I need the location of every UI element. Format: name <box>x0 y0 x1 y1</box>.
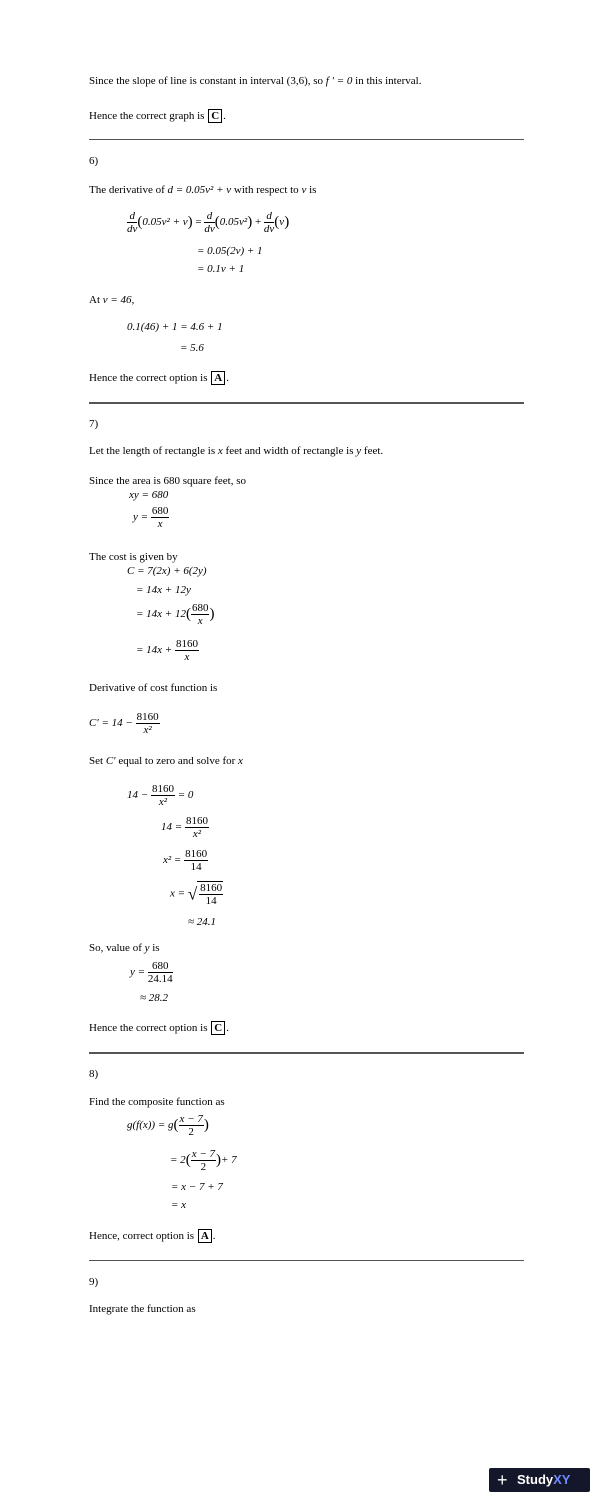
composite-line-2: = 2( $\frac{x - 7}{2}$ )+ 7 <box>170 1148 237 1173</box>
slope-interval: (3,6) <box>286 75 308 87</box>
intro-text: The derivative of <box>89 184 165 196</box>
answer-box: C <box>211 1021 225 1035</box>
at-comma: , <box>131 294 135 306</box>
intro-text: with respect to <box>233 184 299 196</box>
divider <box>89 402 524 404</box>
intro-equation: d = 0.05v² + v <box>167 184 232 196</box>
intro-text: feet and width of rectangle is <box>225 445 354 457</box>
conclusion-text: Hence, correct option is <box>89 1230 195 1242</box>
divider <box>89 139 524 140</box>
intro-text: feet. <box>363 445 384 457</box>
answer-box: A <box>211 371 225 385</box>
composite-line-4: = x <box>171 1199 187 1211</box>
brand-study: Study <box>517 1472 554 1487</box>
calc-line-1: 0.1(46) + 1 = 4.6 + 1 <box>127 321 223 333</box>
question-number: 9) <box>89 1276 99 1288</box>
question-number: 7) <box>89 418 99 430</box>
slope-statement <box>89 75 421 87</box>
l2-rhs: + 7 <box>221 1154 237 1167</box>
answer-box: C <box>208 109 222 123</box>
l1-lhs: g(f(x)) = g <box>127 1119 174 1132</box>
intro-text: is <box>309 184 317 196</box>
at-equation: v = 46 <box>102 294 132 306</box>
numerator: 8160 <box>185 815 208 827</box>
y-value-statement <box>89 942 160 954</box>
y-value-line-2: ≈ 28.2 <box>140 992 169 1004</box>
denominator: x <box>157 518 163 530</box>
cost-line-3: = 14x + 12( $\frac{680}{x}$ ) <box>136 602 215 627</box>
set-x: x <box>238 755 243 767</box>
conclusion-8: Hence, correct option is A . <box>89 1230 216 1242</box>
y-lhs: y = <box>130 966 146 979</box>
integrate-intro: Integrate the function as <box>89 1303 196 1315</box>
intro-text: Let the length of rectangle is <box>89 445 216 457</box>
conclusion-7: Hence the correct option is C . <box>89 1022 229 1034</box>
e1-lhs: 14 − <box>127 789 149 802</box>
divider <box>89 1260 524 1261</box>
derivative-line-2: = 0.05(2v) + 1 <box>197 245 263 257</box>
y-expression <box>133 505 169 530</box>
derivative-intro <box>89 184 316 196</box>
composite-line-1: g(f(x)) = g( $\frac{x - 7}{2}$ ) <box>127 1113 209 1138</box>
denominator: 14 <box>205 895 217 907</box>
denominator: 14 <box>190 861 202 873</box>
yval-text: is <box>152 942 160 954</box>
cprime-lhs: C′ = 14 − <box>89 717 133 730</box>
e2-lhs: 14 = <box>161 821 183 834</box>
numerator: 8160 <box>136 711 159 723</box>
cost-line-2: = 14x + 12y <box>136 584 191 596</box>
at-text: At <box>89 294 100 306</box>
denominator: 2 <box>188 1126 194 1138</box>
y-value-line-1 <box>130 960 173 985</box>
slope-text: Since the slope of line is constant in interval <box>89 75 284 87</box>
composite-line-3: = x − 7 + 7 <box>171 1181 223 1193</box>
numerator: 680 <box>191 602 209 614</box>
numerator: 680 <box>151 505 169 517</box>
conclusion-text: Hence the correct graph is <box>89 110 205 122</box>
brand-xy: XY <box>553 1472 571 1487</box>
denominator: x² <box>158 796 168 808</box>
denominator: x² <box>192 828 202 840</box>
derivative-line-1: $\frac{d}{dv}$ (0.05v² + v) = $\frac{d}{dv}$ (0.05v²) + $\frac{d}{dv}$ (v) <box>127 210 290 235</box>
intro-x: x <box>217 445 223 457</box>
denominator: 2 <box>200 1161 207 1173</box>
slope-so: , so <box>307 75 324 87</box>
deriv-text: Derivative of cost function is <box>89 682 218 694</box>
c3-lhs: = 14x + 12 <box>136 608 186 621</box>
solve-line-1 <box>127 783 193 808</box>
question-number: 6) <box>89 155 99 167</box>
conclusion-text: Hence the correct option is <box>89 372 208 384</box>
denominator: x <box>197 615 203 627</box>
e3-lhs: x² = <box>163 854 182 867</box>
e1-rhs: = 0 <box>177 789 194 802</box>
conclusion-6: Hence the correct option is A . <box>89 372 229 384</box>
numerator: x − 7 <box>191 1148 215 1160</box>
question-number: 8) <box>89 1068 99 1080</box>
y-lhs: y = <box>133 511 149 524</box>
cost-text: The cost is given by <box>89 551 178 563</box>
denominator: x² <box>143 724 152 736</box>
numerator: 8160 <box>185 848 208 860</box>
numerator: 8160 <box>175 638 198 650</box>
yval-y: y <box>144 942 150 954</box>
slope-fprime: f ′ = 0 <box>325 75 353 87</box>
composite-intro: Find the composite function as <box>89 1096 225 1108</box>
l2-lhs: = 2 <box>170 1154 186 1167</box>
area-equation: xy = 680 <box>129 489 169 501</box>
cprime-expression <box>89 711 160 736</box>
cost-line-1: C = 7(2x) + 6(2y) <box>127 565 207 577</box>
at-statement <box>89 294 134 306</box>
area-text: Since the area is 680 square feet, so <box>89 475 246 487</box>
set-c: C′ <box>105 755 116 767</box>
conclusion-text: Hence the correct option is <box>89 1022 208 1034</box>
derivative-line-3: = 0.1v + 1 <box>197 263 245 275</box>
e4-lhs: x = <box>170 887 186 900</box>
denominator: x <box>184 651 190 663</box>
yval-text: So, value of <box>89 942 142 954</box>
calc-line-2: = 5.6 <box>180 342 204 354</box>
answer-box: A <box>198 1229 212 1243</box>
numerator: x − 7 <box>179 1113 203 1125</box>
plus-icon: + <box>497 1470 508 1490</box>
solve-line-4 <box>170 881 223 907</box>
solve-line-5: ≈ 24.1 <box>188 916 217 928</box>
c4-lhs: = 14x + <box>136 644 173 657</box>
intro-variable: v <box>301 184 307 196</box>
conclusion-5: Hence the correct graph is C . <box>89 110 226 122</box>
intro-y: y <box>356 445 362 457</box>
numerator: 8160 <box>151 783 174 795</box>
square-root: √ $\frac{8160}{14}$ <box>187 882 223 907</box>
divider <box>89 1052 524 1054</box>
slope-end: in this interval. <box>355 75 422 87</box>
cost-line-4 <box>136 638 199 663</box>
brand-label <box>517 1468 570 1492</box>
set-text: equal to zero and solve for <box>118 755 236 767</box>
numerator: 680 <box>148 960 173 973</box>
rectangle-intro <box>89 445 383 457</box>
denominator: 24.14 <box>147 973 173 985</box>
solve-line-2 <box>161 815 209 840</box>
numerator: 8160 <box>200 882 223 894</box>
solve-line-3 <box>163 848 208 873</box>
studyxy-badge[interactable] <box>489 1468 590 1492</box>
set-statement <box>89 755 243 767</box>
set-text: Set <box>89 755 104 767</box>
